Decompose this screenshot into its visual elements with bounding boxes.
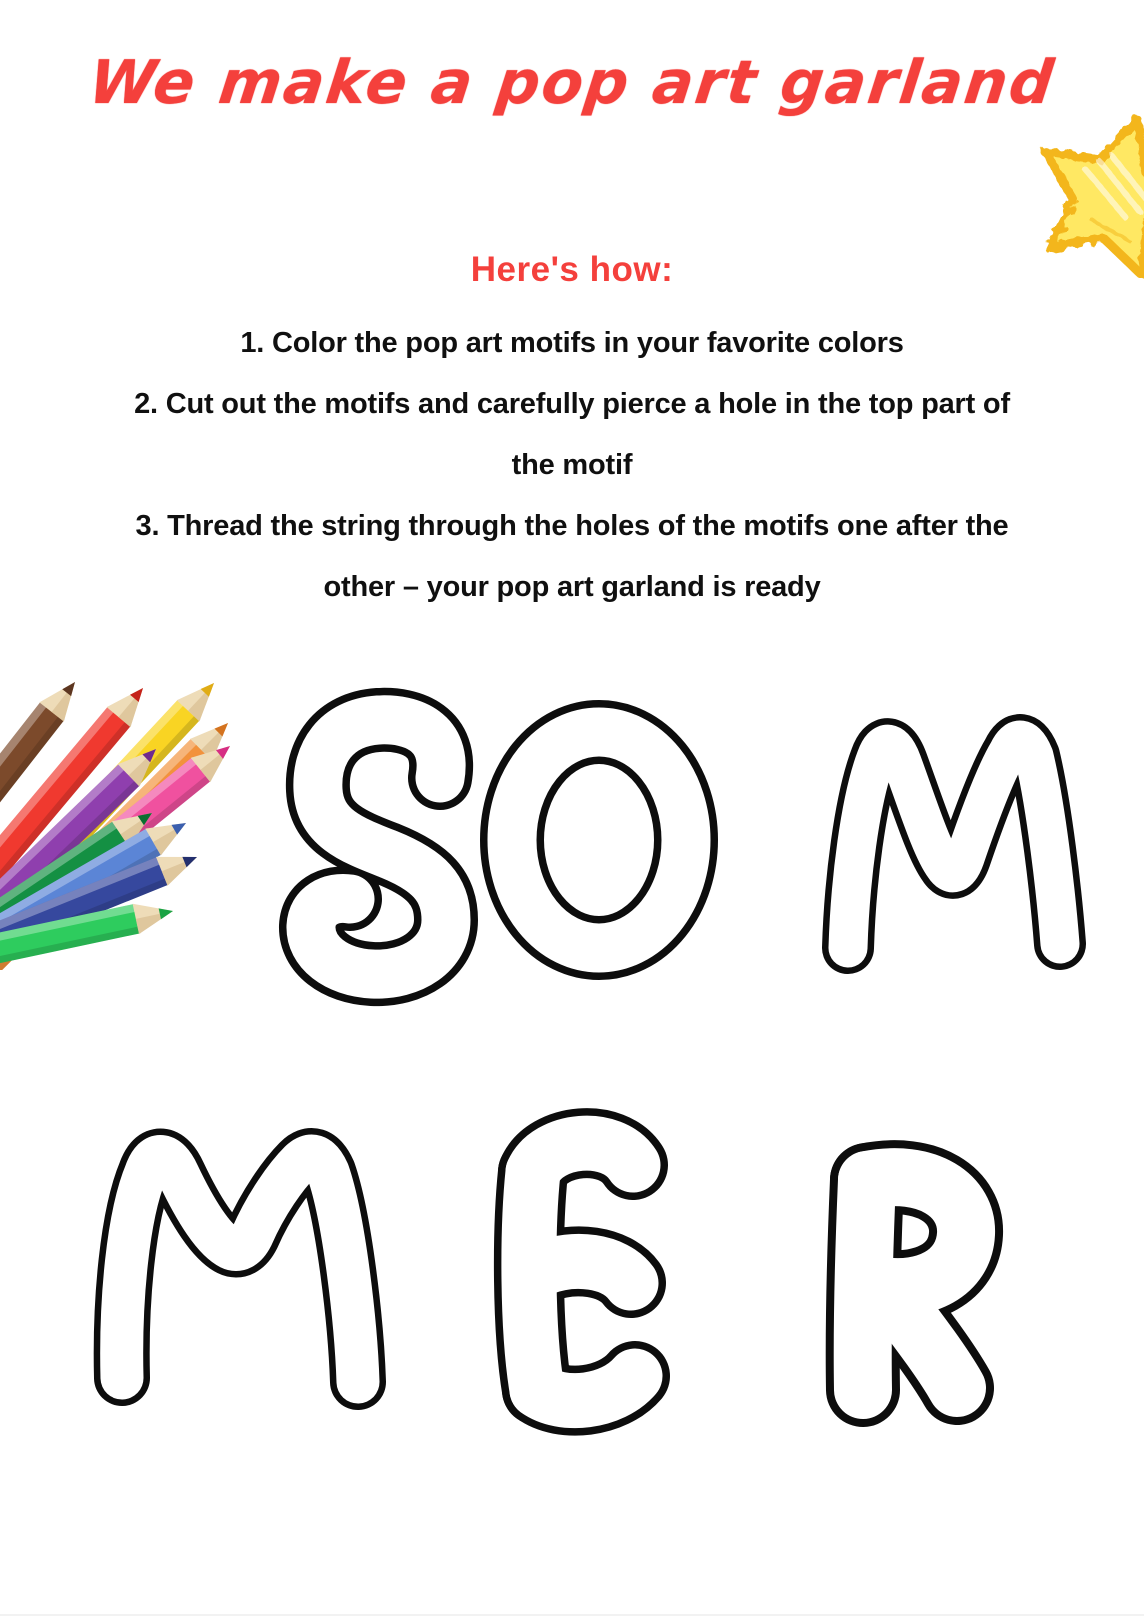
colored-pencils-icon (0, 640, 250, 970)
bubble-letter-m-2 (122, 1156, 358, 1382)
bubble-letter-m-1 (848, 740, 1060, 948)
page-title: We make a pop art garland (85, 48, 1059, 118)
bubble-letter-e (529, 1143, 635, 1400)
bubble-letter-o (512, 732, 686, 948)
instruction-line-3: 3. Thread the string through the holes of the motifs one after the (135, 510, 1009, 542)
instruction-line-2: 2. Cut out the motifs and carefully pierce a hole in the top part of (134, 388, 1010, 420)
instructions-list (40, 313, 1104, 618)
instruction-line-2b: the motif (511, 449, 633, 481)
bubble-letter-s (311, 720, 446, 974)
instruction-line-3b: other – your pop art garland is ready (323, 571, 821, 603)
howto-heading: Here's how: (470, 250, 674, 289)
instruction-line-1: 1. Color the pop art motifs in your favorite colors (240, 327, 904, 359)
bubble-letter-r (863, 1177, 966, 1390)
